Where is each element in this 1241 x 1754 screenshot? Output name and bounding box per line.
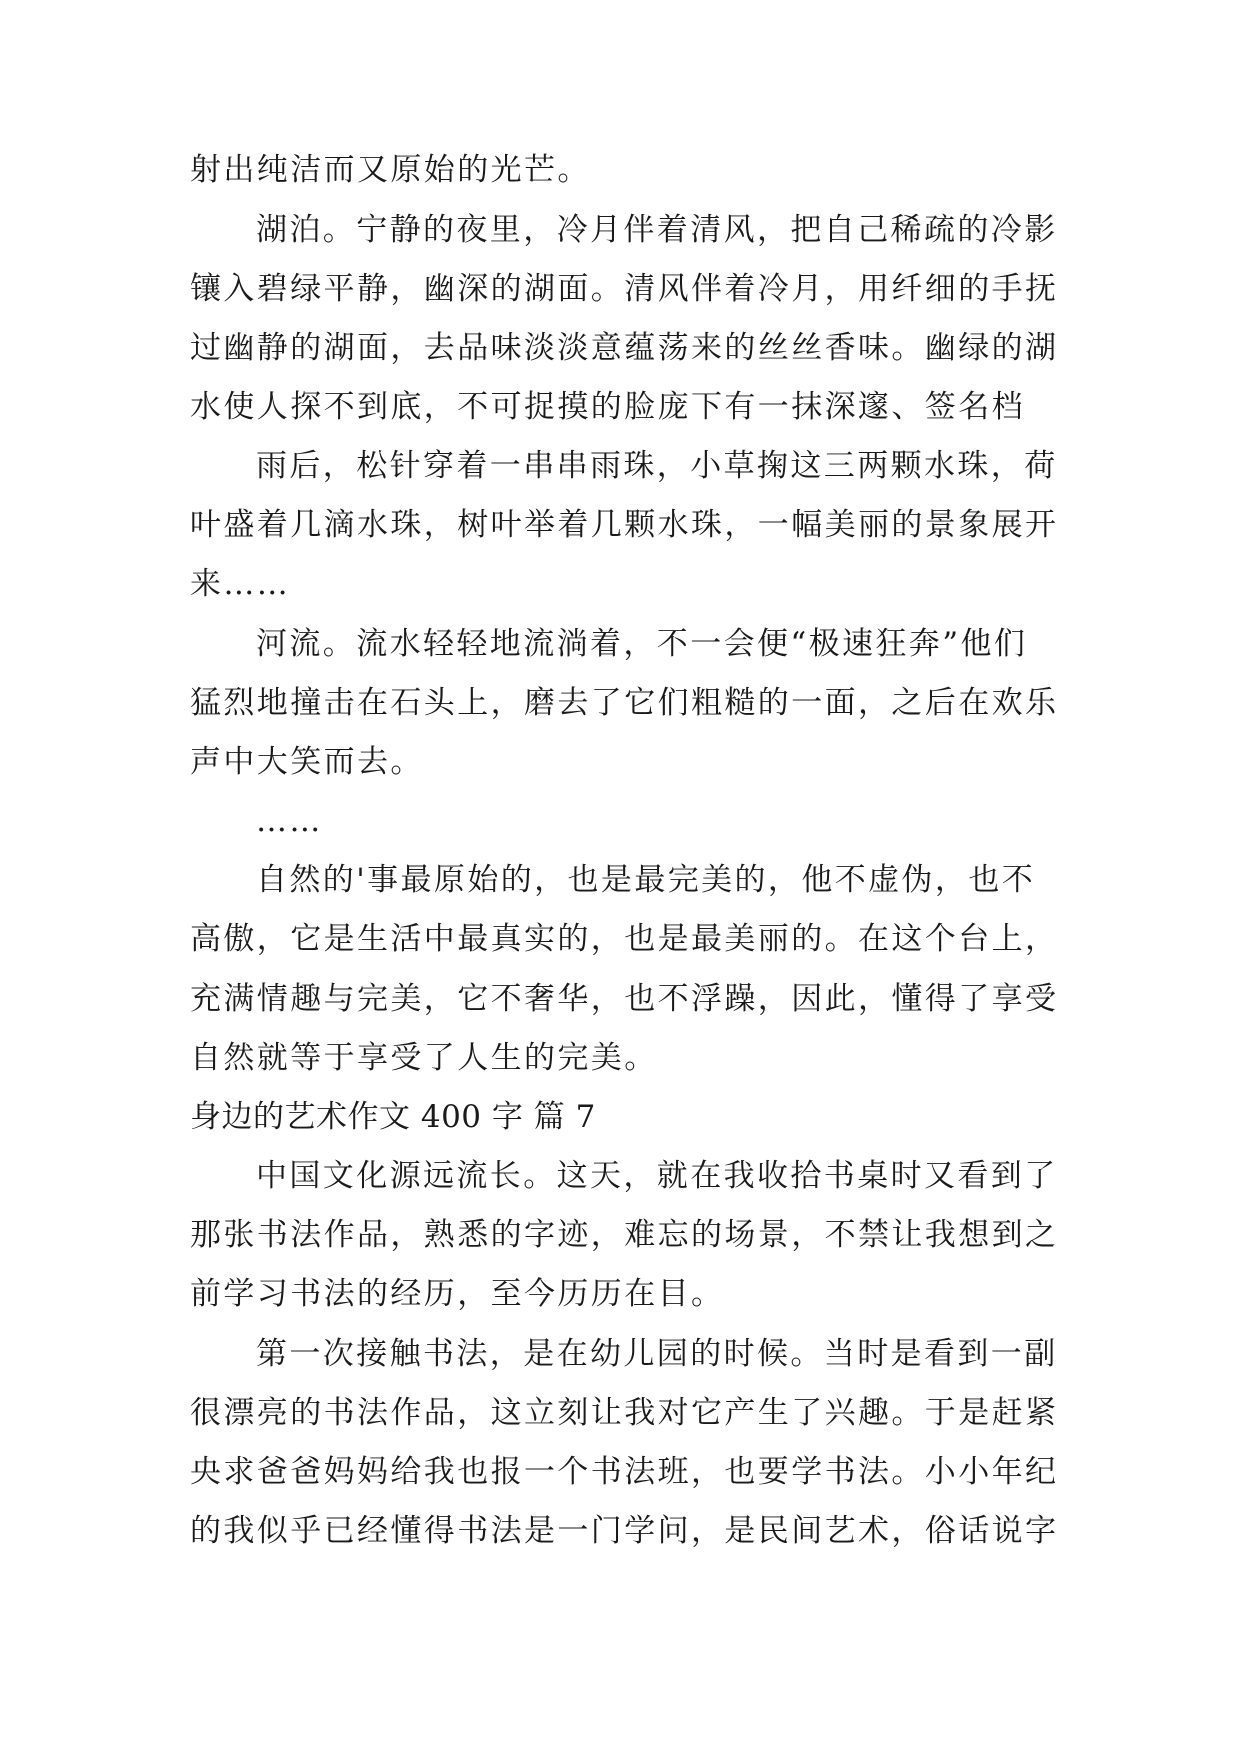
paragraph-start: 第一次接触书法，是在幼儿园的时候。当时是看到一副 — [256, 1336, 1058, 1372]
text-line: 的我似乎已经懂得书法是一门学问，是民间艺术，俗话说字 — [190, 1513, 1059, 1549]
paragraph-start: 中国文化源远流长。这天，就在我收拾书桌时又看到了 — [256, 1158, 1058, 1194]
text-line: 叶盛着几滴水珠，树叶举着几颗水珠，一幅美丽的景象展开 — [190, 507, 1059, 543]
text-line: 自然就等于享受了人生的完美。 — [190, 1040, 658, 1076]
text-line: 高傲，它是生活中最真实的，也是最美丽的。在这个台上， — [190, 921, 1059, 957]
ellipsis-line: …… — [256, 803, 323, 839]
paragraph-start: 河流。流水轻轻地流淌着，不一会便“极速狂奔”他们 — [256, 626, 1028, 662]
text-line: 镶入碧绿平静，幽深的湖面。清风伴着冷月，用纤细的手抚 — [190, 271, 1059, 307]
section-heading: 身边的艺术作文 400 字 篇 7 — [190, 1099, 596, 1135]
text-line: 前学习书法的经历，至今历历在目。 — [190, 1276, 725, 1312]
text-line: 央求爸爸妈妈给我也报一个书法班，也要学书法。小小年纪 — [190, 1454, 1059, 1490]
paragraph-start: 雨后，松针穿着一串串雨珠，小草掬这三两颗水珠，荷 — [256, 448, 1058, 484]
text-line: 过幽静的湖面，去品味淡淡意蕴荡来的丝丝香味。幽绿的湖 — [190, 330, 1059, 366]
text-line: 水使人探不到底，不可捉摸的脸庞下有一抹深邃、签名档 — [190, 389, 1025, 425]
text-line: 很漂亮的书法作品，这立刻让我对它产生了兴趣。于是赶紧 — [190, 1395, 1059, 1431]
text-line: 声中大笑而去。 — [190, 744, 424, 780]
text-line: 来…… — [190, 566, 291, 602]
paragraph-start: 自然的'事最原始的，也是最完美的，他不虚伪，也不 — [256, 862, 1036, 898]
text-line: 那张书法作品，熟悉的字迹，难忘的场景，不禁让我想到之 — [190, 1217, 1059, 1253]
paragraph-start: 湖泊。宁静的夜里，冷月伴着清风，把自己稀疏的冷影 — [256, 212, 1058, 248]
text-line: 射出纯洁而又原始的光芒。 — [190, 152, 591, 188]
text-line: 充满情趣与完美，它不奢华，也不浮躁，因此，懂得了享受 — [190, 981, 1059, 1017]
text-line: 猛烈地撞击在石头上，磨去了它们粗糙的一面，之后在欢乐 — [190, 685, 1059, 721]
